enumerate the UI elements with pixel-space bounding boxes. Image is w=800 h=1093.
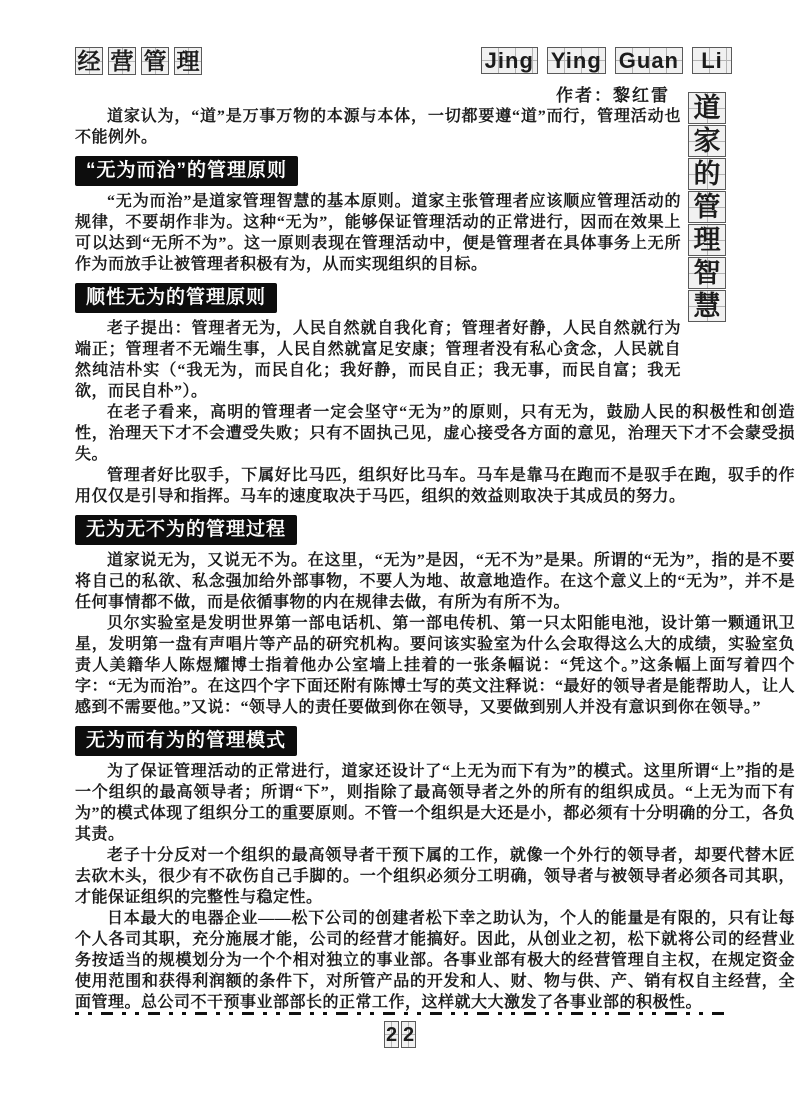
section-paragraphs: [75, 761, 795, 1013]
masthead-cn-char-box: 理: [174, 47, 202, 75]
section-heading-bar: 无为而有为的管理模式: [75, 726, 297, 756]
author-line: 作者：黎红雷: [556, 86, 670, 105]
section-heading-bar: “无为而治”的管理原则: [75, 156, 298, 186]
section-heading-bar: 无为无不为的管理过程: [75, 515, 297, 545]
body-paragraph: 管理者好比驭手，下属好比马匹，组织好比马车。马车是靠马在跑而不是驭手在跑，驭手的作用仅仅是引导和指挥。马车的速度取决于马匹，组织的效益则取决于其成员的努力。: [75, 467, 795, 505]
page-number: [0, 1021, 800, 1048]
masthead-en-word-box: Jing: [481, 47, 538, 74]
section-heading-row: [75, 726, 795, 756]
page-number-digit-box: 2: [384, 1021, 399, 1048]
article-body: [75, 106, 795, 1013]
body-paragraph: “无为而治”是道家管理智慧的基本原则。道家主张管理者应该顺应管理活动的规律，不要胡作非为。这种“无为”，能够保证管理活动的正常进行，因而在效果上可以达到“无所不为”。这一原则表现在管理活动中，便是管理者在具体事务上无所作为而放手让被管理者积极有为，从而实现组织的目标。: [75, 193, 681, 273]
masthead-en-word-box: Ying: [547, 47, 606, 74]
section-heading-row: [75, 515, 795, 545]
vertical-title-char-box: 智: [688, 257, 726, 289]
section-heading-bar: 顺性无为的管理原则: [75, 283, 277, 313]
magazine-title-cn: [75, 47, 202, 75]
article-section: [75, 726, 795, 1013]
masthead-en-word-box: Li: [692, 47, 732, 74]
magazine-title-en: [481, 47, 732, 74]
section-paragraphs: [75, 550, 795, 718]
body-paragraph: 道家认为，“道”是万事万物的本源与本体，一切都要遵“道”而行，管理活动也不能例外。: [75, 108, 681, 146]
vertical-title-char-box: 慧: [688, 290, 726, 322]
title-wrap-spacer: [681, 106, 795, 392]
vertical-title-char-box: 家: [688, 125, 726, 157]
article-section: [75, 515, 795, 718]
vertical-title-char-box: 道: [688, 92, 726, 124]
body-paragraph: 在老子看来，高明的管理者一定会坚守“无为”的原则，只有无为，鼓励人民的积极性和创造性，治理天下才不会遭受失败；只有不固执己见，虚心接受各方面的意见，治理天下才不会蒙受损失。: [75, 404, 795, 463]
vertical-title-char-box: 理: [688, 224, 726, 256]
masthead-cn-char-box: 经: [75, 47, 103, 75]
masthead: [75, 47, 732, 75]
footer-dash-rule: [75, 1012, 725, 1015]
body-paragraph: 老子提出：管理者无为，人民自然就自我化育；管理者好静，人民自然就行为端正；管理者不无端生事，人民自然就富足安康；管理者没有私心贪念，人民就自然纯洁朴实（“我无为，而民自化；我好静，而民自正；我无事，而民自富；我无欲，而民自朴”）。: [75, 320, 681, 400]
body-paragraph: 道家说无为，又说无不为。在这里，“无为”是因，“无不为”是果。所谓的“无为”，指的是不要将自己的私欲、私念强加给外部事物，不要人为地、故意地造作。在这个意义上的“无为”，并不是任何事情都不做，而是依循事物的内在规律去做，有所为有所不为。: [75, 552, 795, 611]
masthead-cn-char-box: 管: [141, 47, 169, 75]
page-number-digit-box: 2: [401, 1021, 416, 1048]
body-paragraph: 为了保证管理活动的正常进行，道家还设计了“上无为而下有为”的模式。这里所谓“上”指的是一个组织的最高领导者；所谓“下”，则指除了最高领导者之外的所有的组织成员。“上无为而下有为”的模式体现了组织分工的重要原则。不管一个组织是大还是小，都必须有十分明确的分工，各负其责。: [75, 763, 795, 843]
body-paragraph: 贝尔实验室是发明世界第一部电话机、第一部电传机、第一只太阳能电池，设计第一颗通讯卫星，发明第一盘有声唱片等产品的研究机构。要问该实验室为什么会取得这么大的成绩，实验室负责人美籍华人陈煜耀博士指着他办公室墙上挂着的一张条幅说：“凭这个。”这条幅上面写着四个字：“无为而治”。在这四个字下面还附有陈博士写的英文注释说：“最好的领导者是能帮助人，让人感到不需要他。”又说：“领导人的责任要做到你在领导，又要做到别人并没有意识到你在领导。”: [75, 615, 795, 716]
vertical-title-char-box: 管: [688, 191, 726, 223]
masthead-cn-char-box: 营: [108, 47, 136, 75]
body-paragraph: 老子十分反对一个组织的最高领导者干预下属的工作，就像一个外行的领导者，却要代替木匠去砍木头，很少有不砍伤自己手脚的。一个组织必须分工明确，领导者与被领导者必须各司其职，才能保证组织的完整性与稳定性。: [75, 847, 795, 906]
masthead-en-word-box: Guan: [615, 47, 683, 74]
body-paragraph: 日本最大的电器企业——松下公司的创建者松下幸之助认为，个人的能量是有限的，只有让每个人各司其职，充分施展才能，公司的经营才能搞好。因此，从创业之初，松下就将公司的经营业务按适当的规模划分为一个个相对独立的事业部。各事业部有极大的经营管理自主权，在规定资金使用范围和获得利润额的条件下，对所管产品的开发和人、财、物与供、产、销有权自主经营，全面管理。总公司不干预事业部部长的正常工作，这样就大大激发了各事业部的积极性。: [75, 910, 795, 1011]
vertical-title-char-box: 的: [688, 158, 726, 190]
